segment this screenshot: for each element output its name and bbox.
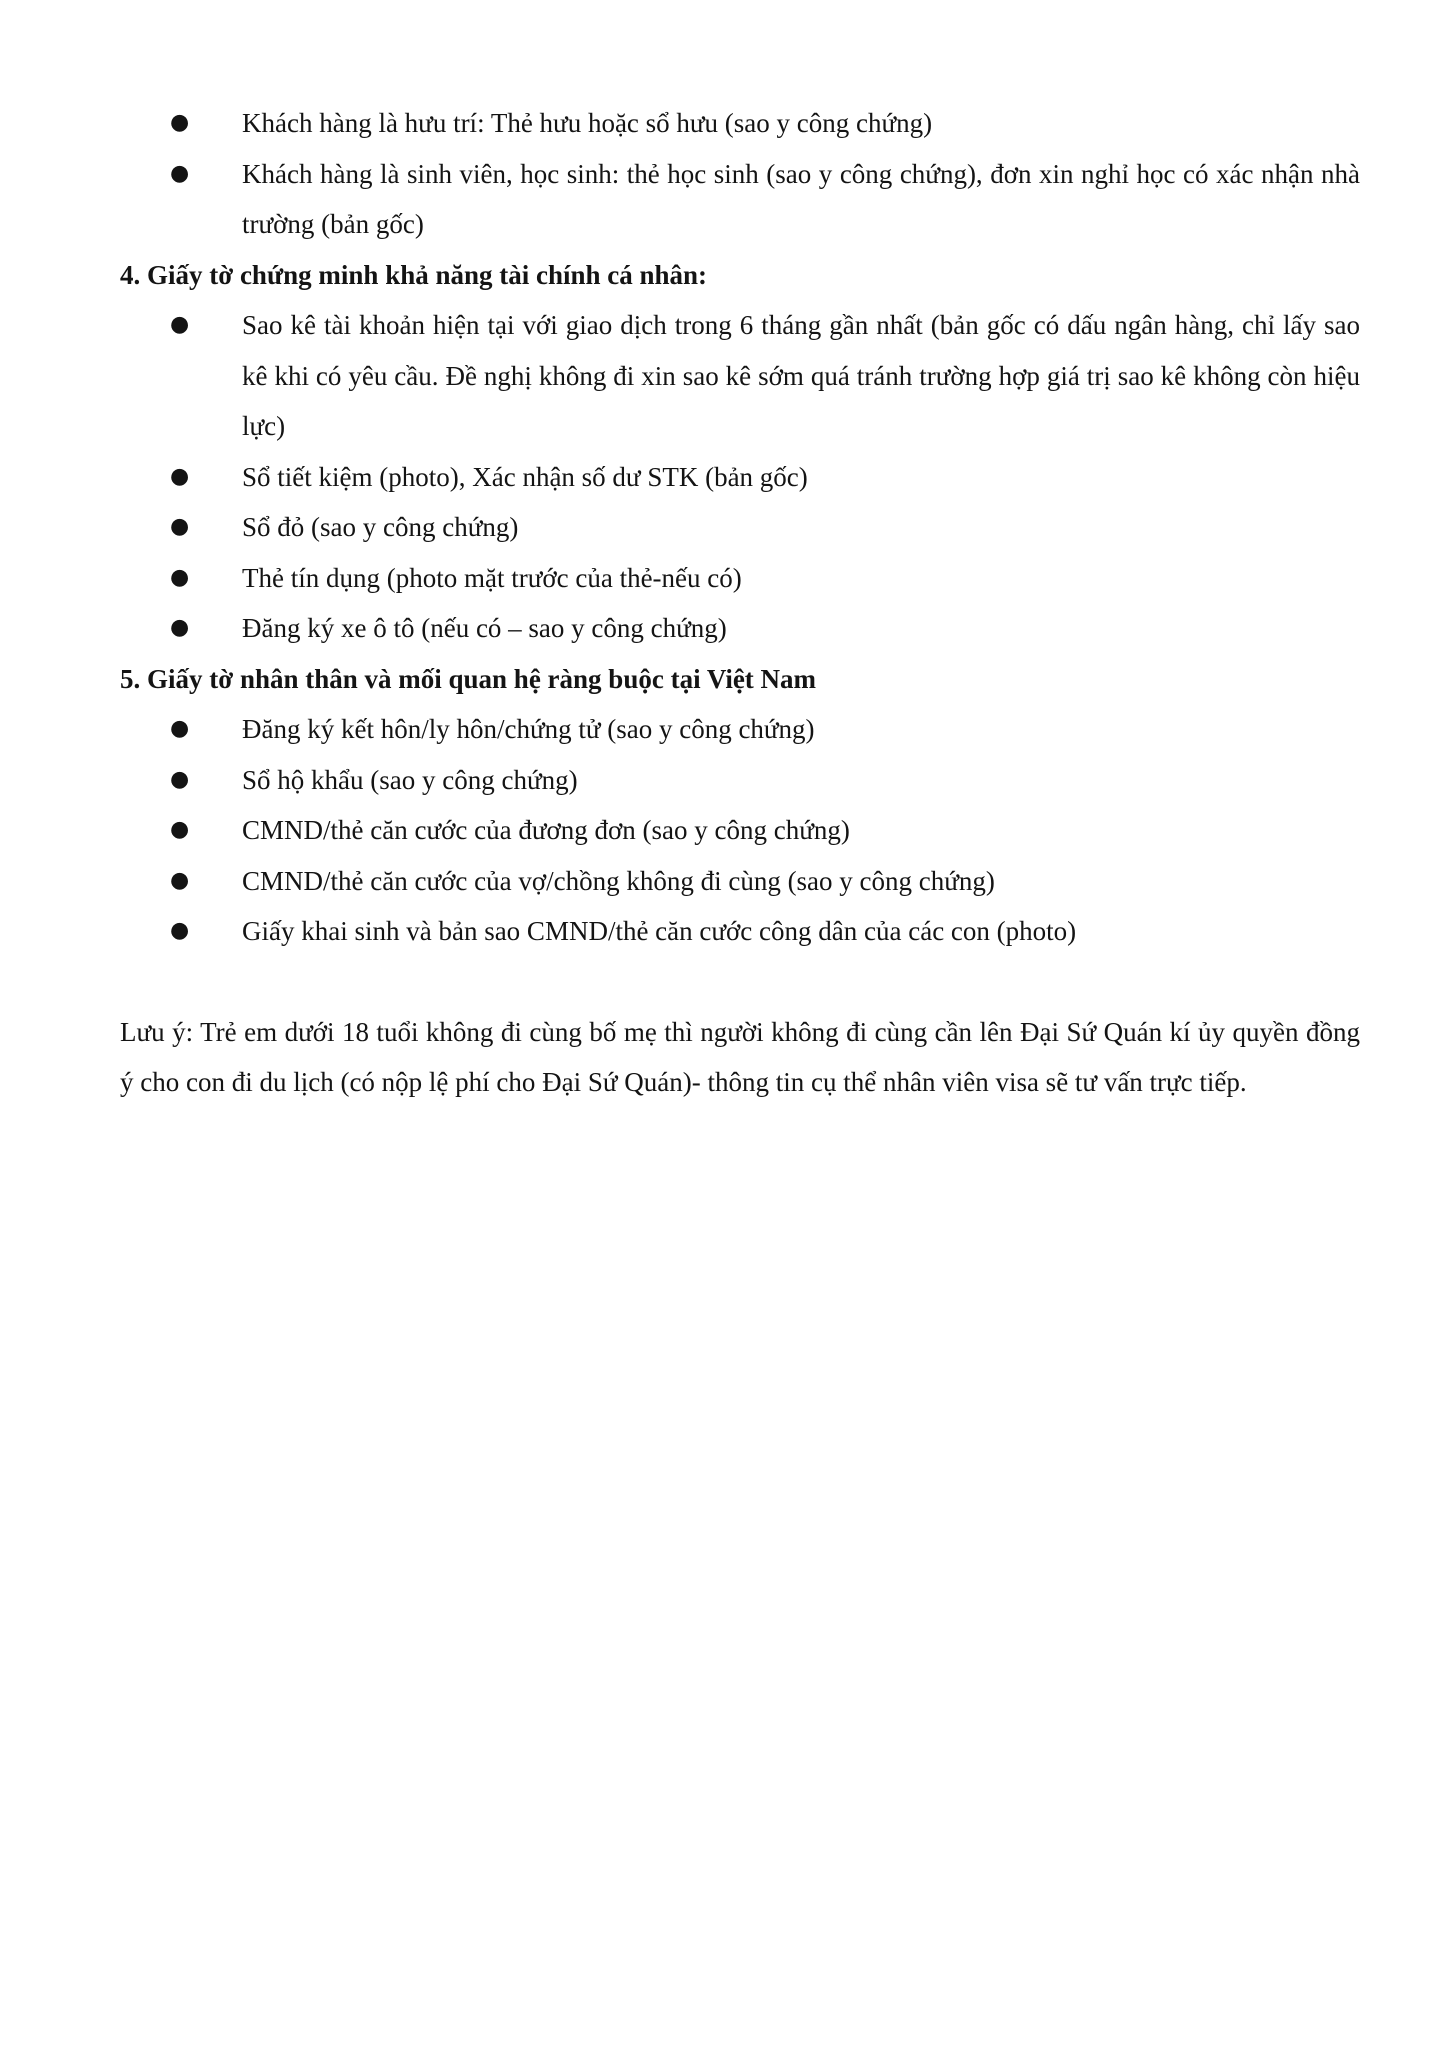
bullet-icon: ● <box>170 312 190 337</box>
list-item-text: Thẻ tín dụng (photo mặt trước của thẻ-nếu có) <box>242 562 742 593</box>
list-item-text: Khách hàng là hưu trí: Thẻ hưu hoặc sổ hưu (sao y công chứng) <box>242 108 933 138</box>
list-item <box>120 856 1360 907</box>
list-item <box>120 452 1360 503</box>
list-item <box>120 149 1360 250</box>
bullet-icon: ● <box>170 716 190 741</box>
section-4-list <box>120 300 1360 654</box>
intro-list <box>120 98 1360 250</box>
list-item-text: CMND/thẻ căn cước của đương đơn (sao y công chứng) <box>242 815 850 845</box>
bullet-icon: ● <box>170 766 190 792</box>
bullet-icon: ● <box>170 514 190 539</box>
list-item <box>120 906 1360 957</box>
list-item-text: Đăng ký xe ô tô (nếu có – sao y công chứng) <box>242 613 727 643</box>
bullet-icon: ● <box>170 918 190 943</box>
list-item-text: Sao kê tài khoản hiện tại với giao dịch trong 6 tháng gần nhất (bản gốc có dấu ngân hàng, chỉ lấy sao kê khi có yêu cầu. Đề nghị không đi xin sao kê sớm quá tránh trường hợp giá trị sao kê không còn hiệu lực) <box>242 310 1360 441</box>
list-item-text: Sổ đỏ (sao y công chứng) <box>242 512 519 542</box>
section-4-heading: 4. Giấy tờ chứng minh khả năng tài chính cá nhân: <box>120 259 708 290</box>
bullet-icon: ● <box>170 817 190 842</box>
list-item <box>120 704 1360 755</box>
section-5-heading: 5. Giấy tờ nhân thân và mối quan hệ ràng buộc tại Việt Nam <box>120 663 817 694</box>
list-item-text: Sổ hộ khẩu (sao y công chứng) <box>242 764 578 795</box>
bullet-icon: ● <box>170 160 190 186</box>
list-item <box>120 755 1360 806</box>
bullet-icon: ● <box>170 615 190 640</box>
document-content <box>120 98 1360 1108</box>
bullet-icon: ● <box>170 463 190 489</box>
list-item-text: CMND/thẻ căn cước của vợ/chồng không đi cùng (sao y công chứng) <box>242 865 995 896</box>
list-item-text: Sổ tiết kiệm (photo), Xác nhận số dư STK (bản gốc) <box>242 461 808 492</box>
section-5-list <box>120 704 1360 957</box>
list-item <box>120 300 1360 452</box>
list-item <box>120 603 1360 654</box>
list-item-text: Giấy khai sinh và bản sao CMND/thẻ căn cước công dân của các con (photo) <box>242 916 1077 946</box>
list-item <box>120 553 1360 604</box>
bullet-icon: ● <box>170 867 190 893</box>
list-item <box>120 98 1360 149</box>
note-paragraph: Lưu ý: Trẻ em dưới 18 tuổi không đi cùng bố mẹ thì người không đi cùng cần lên Đại Sứ Quán kí ủy quyền đồng ý cho con đi du lịch (có nộp lệ phí cho Đại Sứ Quán)- thông tin cụ thể nhân viên visa sẽ tư vấn trực tiếp. <box>120 1016 1360 1097</box>
bullet-icon: ● <box>170 564 190 590</box>
list-item-text: Khách hàng là sinh viên, học sinh: thẻ học sinh (sao y công chứng), đơn xin nghỉ học có xác nhận nhà trường (bản gốc) <box>242 158 1360 239</box>
list-item-text: Đăng ký kết hôn/ly hôn/chứng tử (sao y công chứng) <box>242 714 815 744</box>
list-item <box>120 502 1360 553</box>
list-item <box>120 805 1360 856</box>
bullet-icon: ● <box>170 110 190 135</box>
